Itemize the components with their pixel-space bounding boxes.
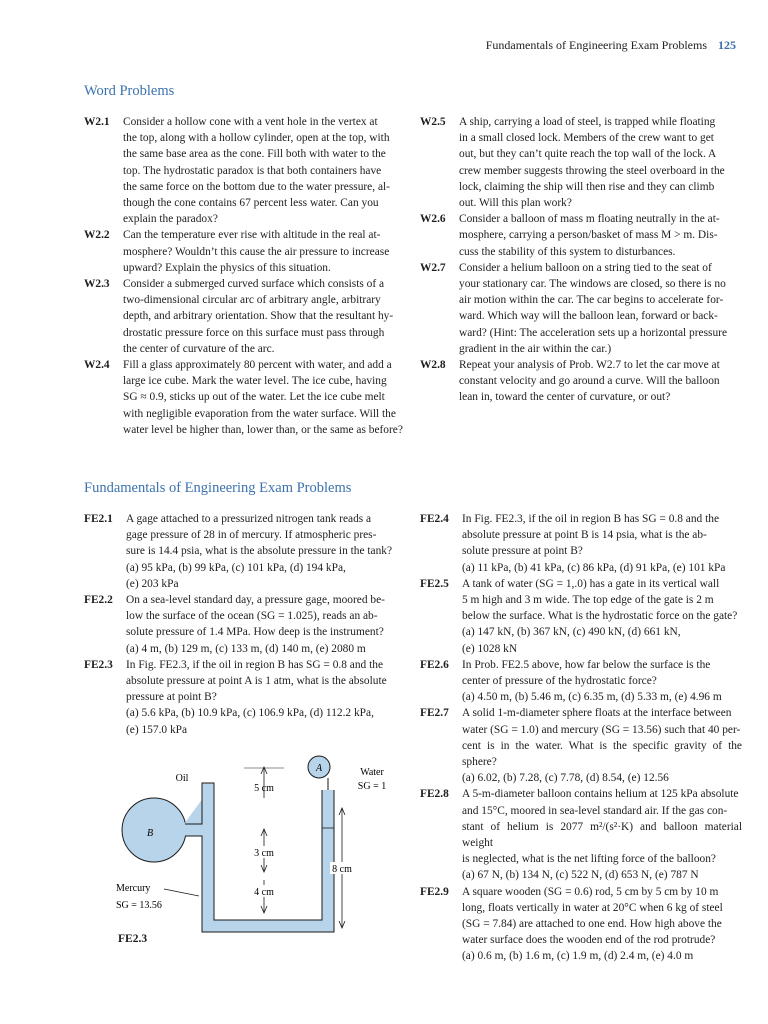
- problem-number: FE2.3: [84, 658, 113, 671]
- problem-text: [462, 511, 742, 576]
- water-sg-label: SG = 1: [357, 781, 387, 792]
- problem-number: W2.1: [84, 116, 110, 128]
- problem-item: [84, 357, 406, 438]
- problem-text-line: solute pressure of 1.4 MPa. How deep is the instrument?: [126, 626, 384, 639]
- problem-text-line: (a) 5.6 kPa, (b) 10.9 kPa, (c) 106.9 kPa, (d) 112.2 kPa,: [126, 707, 374, 720]
- problem-text-line: water surface does the wooden end of the rod protrude?: [462, 934, 716, 947]
- problem-text: [459, 114, 742, 211]
- fe-problems-right-column: [420, 511, 742, 965]
- problem-item: [84, 114, 406, 227]
- problem-text-line: out. Will this plan work?: [459, 197, 572, 210]
- problem-text: [123, 357, 406, 438]
- problem-item: [420, 576, 742, 657]
- problem-text-line: mosphere? Wouldn’t this cause the air pressure to increase: [123, 245, 390, 258]
- problem-text-line: drostatic pressure force on this surface must pass through: [123, 326, 385, 339]
- problem-item: [84, 511, 406, 592]
- problem-text-line: Consider a helium balloon on a string tied to the seat of: [459, 261, 712, 274]
- problem-text-line: (a) 0.6 m, (b) 1.6 m, (c) 1.9 m, (d) 2.4 m, (e) 4.0 m: [462, 950, 694, 963]
- problem-text-line: below the surface. What is the hydrostatic force on the gate?: [462, 610, 738, 623]
- problem-text-line: gage pressure of 28 in of mercury. If atmospheric pres-: [126, 529, 377, 542]
- problem-item: [84, 657, 406, 738]
- problem-number: W2.2: [84, 229, 110, 242]
- dim-8cm-label: 8 cm: [332, 864, 352, 875]
- problem-text-line: long, floats vertically in water at 20°C when 6 kg of steel: [462, 901, 723, 914]
- oil-label: Oil: [175, 773, 189, 784]
- problem-item: [420, 357, 742, 406]
- problem-item: [420, 114, 742, 211]
- problem-text: [462, 884, 742, 965]
- problem-text-line: In Fig. FE2.3, if the oil in region B has SG = 0.8 and the: [126, 658, 384, 671]
- mercury-leader-line: [164, 889, 199, 896]
- problem-text-line: (SG = 7.84) are attached to one end. How high above the: [462, 918, 722, 931]
- problem-item: [420, 657, 742, 706]
- figure-caption: FE2.3: [118, 933, 148, 945]
- problem-text-line: (a) 11 kPa, (b) 41 kPa, (c) 86 kPa, (d) 91 kPa, (e) 101 kPa: [462, 561, 726, 574]
- problem-text-line: the same force on the bottom due to the water pressure, al-: [123, 180, 390, 193]
- problem-text-line: In Prob. FE2.5 above, how far below the surface is the: [462, 658, 711, 671]
- problem-text-line: (a) 147 kN, (b) 367 kN, (c) 490 kN, (d) 661 kN,: [462, 626, 681, 639]
- word-problems-title: Word Problems: [84, 83, 175, 99]
- problem-text-line: is neglected, what is the net lifting force of the balloon?: [462, 853, 716, 866]
- problem-text-line: with negligible evaporation from the water surface. Will the: [123, 407, 396, 420]
- problem-text-line: two-dimensional circular arc of arbitrary angle, arbitrary: [123, 294, 381, 307]
- dim-5cm-label: 5 cm: [254, 783, 274, 794]
- problem-text-line: (a) 6.02, (b) 7.28, (c) 7.78, (d) 8.54, (e) 12.56: [462, 772, 669, 785]
- dim-3cm-label: 3 cm: [254, 848, 274, 859]
- problem-text: [462, 576, 742, 657]
- problem-number: FE2.5: [420, 577, 449, 590]
- problem-text-line: Consider a hollow cone with a vent hole in the vertex at: [123, 116, 378, 128]
- point-a-label: A: [315, 763, 323, 774]
- problem-text-line: crew member suggests throwing the steel overboard in the: [459, 164, 725, 177]
- problem-number: FE2.4: [420, 513, 449, 525]
- problem-item: [84, 276, 406, 357]
- problem-text-line: the same base area as the cone. Fill both with water to the: [123, 148, 386, 161]
- problem-text-line: mosphere, carrying a person/basket of mass M > m. Dis-: [459, 229, 718, 242]
- problem-text: [126, 511, 406, 592]
- problem-text-line: A solid 1-m-diameter sphere floats at the interface between: [462, 707, 732, 720]
- problem-item: [84, 592, 406, 657]
- problem-text-line: A ship, carrying a load of steel, is trapped while floating: [459, 116, 716, 128]
- problem-item: [420, 705, 742, 786]
- problem-text-line: pressure at point B?: [126, 691, 217, 704]
- problem-text-line: upward? Explain the physics of this situation.: [123, 261, 331, 274]
- problem-text-line: top. The hydrostatic paradox is that both containers have: [123, 164, 382, 177]
- problem-number: FE2.2: [84, 594, 113, 607]
- fe-problems-title: Fundamentals of Engineering Exam Problems: [84, 480, 352, 496]
- problem-text: [123, 227, 406, 276]
- problem-text-line: the center of curvature of the arc.: [123, 342, 275, 355]
- problem-text-line: large ice cube. Mark the water level. The ice cube, having: [123, 375, 387, 388]
- mercury-label: Mercury: [116, 883, 151, 894]
- problem-text: [123, 276, 406, 357]
- oil-bulb: [122, 798, 186, 862]
- header-title: Fundamentals of Engineering Exam Problems: [485, 38, 707, 52]
- problem-number: W2.5: [420, 116, 446, 128]
- problem-text-line: absolute pressure at point A is 1 atm, what is the absolute: [126, 675, 387, 688]
- problem-number: W2.7: [420, 261, 446, 274]
- problem-text-line: ward? (Hint: The acceleration sets up a horizontal pressure: [459, 326, 727, 339]
- problem-text-line: though the cone contains 67 percent less water. Can you: [123, 197, 379, 210]
- water-label: Water: [360, 767, 384, 778]
- problem-text-line: air motion within the car. The car begins to accelerate for-: [459, 294, 724, 307]
- problem-item: [420, 884, 742, 965]
- problem-text-line: Repeat your analysis of Prob. W2.7 to let the car move at: [459, 359, 720, 372]
- problem-text-line: A tank of water (SG = 1,.0) has a gate in its vertical wall: [462, 577, 720, 590]
- problem-text-line: (e) 157.0 kPa: [126, 723, 188, 736]
- dim-4cm-label: 4 cm: [254, 887, 274, 898]
- problem-text-line: (a) 4.50 m, (b) 5.46 m, (c) 6.35 m, (d) 5.33 m, (e) 4.96 m: [462, 691, 722, 704]
- problem-text-line: Consider a balloon of mass m floating neutrally in the at-: [459, 213, 720, 226]
- problem-item: [84, 227, 406, 276]
- problem-item: [420, 211, 742, 260]
- problem-text-line: Consider a submerged curved surface which consists of a: [123, 278, 385, 291]
- problem-text-line: solute pressure at point B?: [462, 545, 583, 558]
- problem-text-line: absolute pressure at point B is 14 psia, what is the ab-: [462, 529, 707, 542]
- problem-text: [459, 260, 742, 357]
- page-number: 125: [718, 38, 736, 52]
- problem-number: W2.6: [420, 213, 446, 226]
- problem-text-line: water level be higher than, lower than, or the same as before?: [123, 423, 403, 436]
- problem-text-line: A square wooden (SG = 0.6) rod, 5 cm by 5 cm by 10 m: [462, 885, 719, 898]
- problem-text: [126, 592, 406, 657]
- problem-text-line: your stationary car. The windows are closed, so there is no: [459, 278, 726, 291]
- problem-number: FE2.9: [420, 885, 449, 898]
- problem-text: [462, 786, 742, 883]
- problem-text-line: A 5-m-diameter balloon contains helium at 125 kPa absolute: [462, 788, 739, 801]
- water-fill: [322, 790, 334, 828]
- word-problems-left-column: [84, 114, 406, 438]
- problem-number: W2.4: [84, 359, 110, 372]
- fe-problems-left-column: [84, 511, 406, 738]
- problem-text-line: the top, along with a hollow cylinder, open at the top, with: [123, 132, 390, 145]
- problem-text-line: (a) 4 m, (b) 129 m, (c) 133 m, (d) 140 m, (e) 2080 m: [126, 642, 366, 655]
- problem-item: [420, 786, 742, 883]
- word-problems-right-column: [420, 114, 742, 406]
- problem-text: [126, 657, 406, 738]
- problem-text-line: and 15°C, moored in sea-level standard air. If the gas con-: [462, 804, 728, 817]
- problem-text-line: Fill a glass approximately 80 percent with water, and add a: [123, 359, 392, 372]
- problem-text-line: lock, claiming the ship will then rise and they can climb: [459, 180, 715, 193]
- problem-text-line: low the surface of the ocean (SG = 1.025), reads an ab-: [126, 610, 378, 623]
- problem-text: [462, 657, 742, 706]
- point-b-label: B: [146, 828, 154, 839]
- problem-text-line: constant velocity and go around a curve. Will the balloon: [459, 375, 720, 388]
- problem-text-line: stant of helium is 2077 m²/(s²·K) and balloon material weight: [462, 820, 742, 850]
- problem-item: [420, 260, 742, 357]
- manometer-figure: [84, 750, 414, 940]
- problem-text-line: SG ≈ 0.9, sticks up out of the water. Let the ice cube melt: [123, 391, 385, 404]
- problem-number: W2.8: [420, 359, 446, 372]
- problem-text-line: gradient in the air within the car.): [459, 342, 612, 355]
- problem-text-line: center of pressure of the hydrostatic force?: [462, 675, 657, 688]
- problem-text: [459, 357, 742, 406]
- problem-text-line: in a small closed lock. Members of the crew want to get: [459, 132, 714, 145]
- problem-text-line: sure is 14.4 psia, what is the absolute pressure in the tank?: [126, 545, 393, 558]
- problem-text-line: 5 m high and 3 m wide. The top edge of the gate is 2 m: [462, 594, 714, 607]
- problem-text-line: ward. Which way will the balloon lean, forward or back-: [459, 310, 718, 323]
- problem-number: FE2.6: [420, 658, 449, 671]
- problem-number: FE2.8: [420, 788, 449, 801]
- problem-number: FE2.7: [420, 707, 449, 720]
- problem-text-line: cuss the stability of this system to disturbances.: [459, 245, 676, 258]
- problem-text: [459, 211, 742, 260]
- problem-text-line: A gage attached to a pressurized nitrogen tank reads a: [126, 513, 372, 525]
- problem-text-line: (a) 67 N, (b) 134 N, (c) 522 N, (d) 653 N, (e) 787 N: [462, 869, 699, 882]
- problem-text-line: out, but they can’t quite reach the top wall of the lock. A: [459, 148, 717, 161]
- running-header: [486, 38, 736, 53]
- problem-text-line: cent is in the water. What is the specific gravity of the sphere?: [462, 739, 742, 769]
- problem-text-line: In Fig. FE2.3, if the oil in region B has SG = 0.8 and the: [462, 513, 720, 525]
- problem-text-line: On a sea-level standard day, a pressure gage, moored be-: [126, 594, 385, 607]
- problem-text-line: explain the paradox?: [123, 213, 218, 226]
- problem-text: [462, 705, 742, 786]
- mercury-sg-label: SG = 13.56: [116, 900, 162, 911]
- problem-text-line: (e) 203 kPa: [126, 577, 179, 590]
- problem-number: FE2.1: [84, 513, 113, 525]
- problem-text-line: (e) 1028 kN: [462, 642, 518, 655]
- problem-item: [420, 511, 742, 576]
- problem-text-line: (a) 95 kPa, (b) 99 kPa, (c) 101 kPa, (d) 194 kPa,: [126, 561, 346, 574]
- problem-number: W2.3: [84, 278, 110, 291]
- problem-text-line: Can the temperature ever rise with altitude in the real at-: [123, 229, 381, 242]
- problem-text-line: water (SG = 1.0) and mercury (SG = 13.56) such that 40 per-: [462, 723, 741, 736]
- problem-text: [123, 114, 406, 227]
- problem-text-line: lean in, toward the center of curvature, or out?: [459, 391, 671, 404]
- problem-text-line: depth, and arbitrary orientation. Show that the resultant hy-: [123, 310, 394, 323]
